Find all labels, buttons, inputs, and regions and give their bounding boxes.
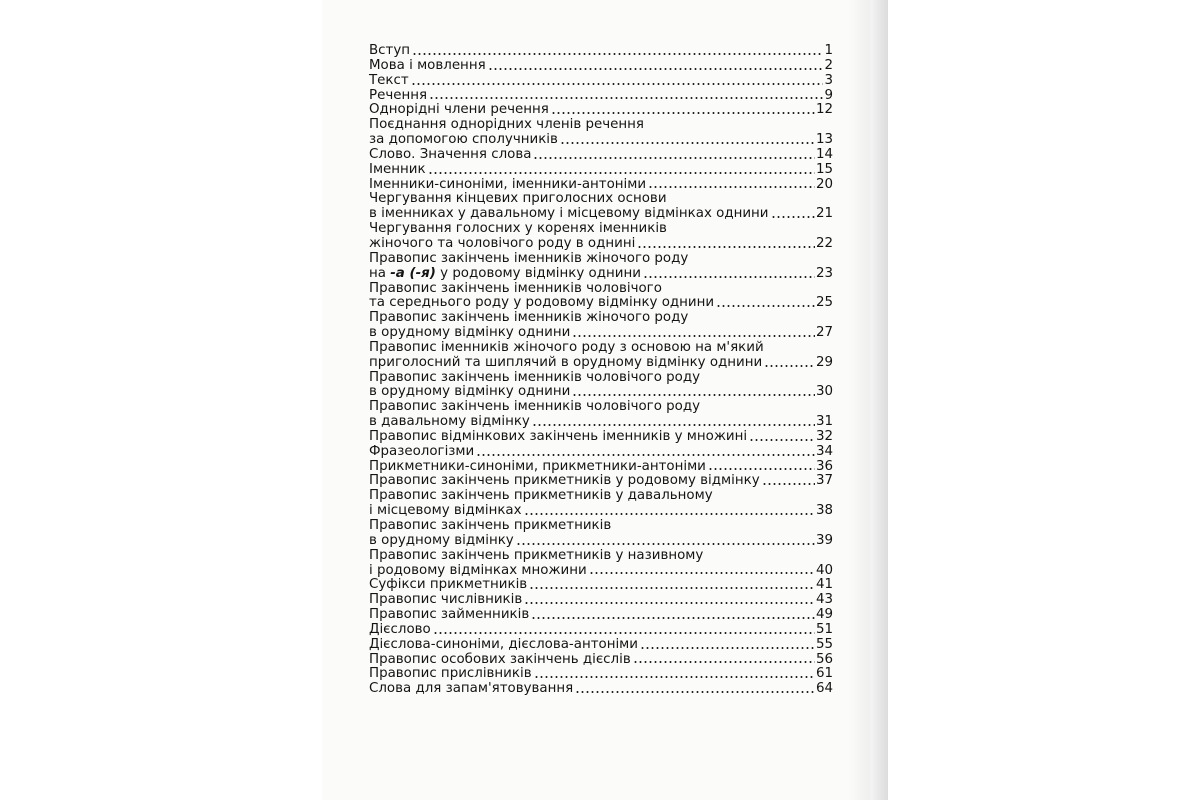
dot-leader [476,451,815,457]
toc-entry-title: Правопис іменників жіночого роду з основою на м'який [369,339,764,355]
toc-page-number: 27 [815,325,833,341]
toc-entry-title: в орудному відмінку [369,532,514,548]
toc-entry [369,341,833,371]
dot-leader [531,614,815,620]
toc-entry [369,118,833,148]
toc-entry-title: Правопис прислівників [369,666,532,682]
toc-page-number: 22 [815,235,833,251]
toc-entry-line [369,192,833,207]
toc-entry-title: Правопис закінчень іменників чоловічого роду [369,369,701,385]
toc-entry [369,103,833,118]
toc-page-number: 38 [815,503,833,519]
toc-entry [369,148,833,163]
toc-entry [369,311,833,341]
toc-page-number: 2 [824,57,833,73]
toc-entry [369,59,833,74]
toc-entry-line [369,519,833,534]
toc-entry-title: Правопис числівників [369,592,523,608]
toc-entry [369,638,833,653]
dot-leader [762,480,815,486]
dot-leader [529,584,815,590]
toc-page-number: 36 [815,458,833,474]
toc-entry-line [369,667,833,682]
toc-entry-line [369,489,833,504]
toc-entry [369,252,833,282]
toc-page-number: 32 [815,428,833,444]
toc-page-number: 40 [815,562,833,578]
dot-leader [411,80,824,86]
toc-entry-line [369,356,833,371]
toc-page-number: 25 [815,295,833,311]
toc-entry-title: Правопис закінчень іменників чоловічого роду [369,399,701,415]
toc-entry-line [369,638,833,653]
toc-entry-line [369,460,833,475]
toc-entry-line [369,267,833,282]
toc-page-number: 23 [815,265,833,281]
toc-entry-title: Правопис закінчень іменників жіночого роду [369,310,689,326]
dot-leader [716,302,815,308]
dot-leader [764,362,815,368]
toc-entry-line [369,252,833,267]
toc-entry-title: Правопис особових закінчень дієслів [369,651,631,667]
toc-entry [369,178,833,193]
toc-page-number: 64 [815,681,833,697]
dot-leader [524,510,815,516]
toc-entry-title: жіночого та чоловічого роду в однині [369,235,636,251]
toc-page-number: 29 [815,354,833,370]
toc-entry-line [369,222,833,237]
dot-leader [572,391,815,397]
toc-entry-line [369,133,833,148]
toc-entry [369,608,833,623]
toc-entry-title: Правопис займенників [369,607,530,623]
dot-leader [488,65,824,71]
toc-page-number: 61 [815,666,833,682]
dot-leader [516,540,815,546]
toc-entry-title: в іменниках у давальному і місцевому відмінках однини [369,206,769,222]
toc-entry-line [369,504,833,519]
toc-entry [369,549,833,579]
toc-entry-title: Суфікси прикметників [369,577,528,593]
toc-entry [369,400,833,430]
toc-page-number: 37 [815,473,833,489]
toc-entry-title: і родовому відмінках множини [369,562,587,578]
toc-entry-title: Фразеологізми [369,443,475,459]
toc-entry-title: Дієслово [369,621,431,637]
toc-entry-title: Правопис закінчень іменників чоловічого [369,280,662,296]
dot-leader [534,673,815,679]
toc-entry-line [369,564,833,579]
toc-entry-line [369,608,833,623]
dot-leader [560,139,815,145]
toc-entry [369,445,833,460]
toc-entry [369,163,833,178]
toc-page-number: 56 [815,651,833,667]
dot-leader [433,629,815,635]
dot-leader [648,183,815,189]
toc-entry-line [369,163,833,178]
toc-entry-title: і місцевому відмінках [369,503,522,519]
toc-entry-line [369,311,833,326]
toc-entry-line [369,44,833,59]
toc-page-number: 31 [815,414,833,430]
toc-entry-line [369,430,833,445]
toc-entry [369,519,833,549]
toc-entry [369,460,833,475]
toc-entry [369,74,833,89]
page-edge-shadow [848,0,888,800]
toc-entry [369,44,833,59]
toc-page-number: 55 [815,636,833,652]
toc-entry-line [369,474,833,489]
dot-leader [643,273,815,279]
toc-entry [369,222,833,252]
dot-leader [572,332,815,338]
toc-entry [369,430,833,445]
toc-entry-title: та середнього роду у родовому відмінку однини [369,295,715,311]
toc-entry [369,593,833,608]
toc-entry-line [369,682,833,697]
dot-leader [412,50,823,56]
dot-leader [533,154,815,160]
toc-entry-line [369,89,833,104]
toc-entry-line [369,385,833,400]
toc-page-number: 49 [815,607,833,623]
toc-entry [369,682,833,697]
toc-entry-title: в давальному відмінку [369,414,530,430]
dot-leader [575,688,815,694]
toc-entry [369,489,833,519]
toc-entry-line [369,549,833,564]
dot-leader [749,436,815,442]
toc-entry-title: Вступ [369,43,411,58]
toc-entry-title: Правопис закінчень прикметників у називному [369,547,704,563]
toc-entry-title: Правопис закінчень іменників жіночого роду [369,250,689,266]
toc-entry [369,192,833,222]
toc-entry [369,371,833,401]
toc-entry-title: на -а (-я) у родовому відмінку однини [369,265,641,281]
toc-entry-line [369,653,833,668]
toc-entry-title: Прикметники-синоніми, прикметники-антоніми [369,458,706,474]
toc-entry-line [369,445,833,460]
toc-page-number: 9 [824,87,833,103]
dot-leader [551,109,815,115]
toc-entry-title: Чергування голосних у коренях іменників [369,221,667,237]
toc-entry-title: в орудному відмінку однини [369,325,571,341]
table-of-contents [369,44,833,697]
toc-entry [369,623,833,638]
dot-leader [589,569,815,575]
emphasis: -а (-я) [390,265,436,281]
toc-entry-title: Правопис закінчень прикметників [369,518,612,533]
toc-entry [369,474,833,489]
toc-entry-line [369,593,833,608]
toc-entry-title: Поєднання однорідних членів речення [369,117,644,133]
toc-entry-line [369,623,833,638]
dot-leader [637,243,815,249]
toc-entry-title: Чергування кінцевих приголосних основи [369,191,667,207]
toc-entry [369,578,833,593]
toc-page-number: 13 [815,132,833,148]
toc-entry [369,282,833,312]
toc-entry-title: Правопис закінчень прикметників у родовому відмінку [369,473,760,489]
toc-entry-line [369,207,833,222]
toc-entry-line [369,237,833,252]
toc-entry-line [369,578,833,593]
toc-entry-line [369,534,833,549]
toc-entry-title: Іменник [369,161,426,177]
dot-leader [429,94,823,100]
dot-leader [428,169,815,175]
dot-leader [633,658,815,664]
toc-entry-line [369,296,833,311]
toc-entry-title: в орудному відмінку однини [369,384,571,400]
toc-entry [369,653,833,668]
toc-entry-line [369,371,833,386]
toc-entry-line [369,341,833,356]
toc-entry-line [369,148,833,163]
toc-entry-line [369,415,833,430]
toc-page-number: 15 [815,161,833,177]
toc-entry-line [369,400,833,415]
toc-entry-line [369,282,833,297]
toc-entry [369,667,833,682]
toc-entry-title: Текст [369,72,409,88]
toc-entry-line [369,118,833,133]
toc-entry-title: приголосний та шиплячий в орудному відмінку однини [369,354,763,370]
toc-entry-title: Слова для запам'ятовування [369,681,574,697]
toc-page-number: 51 [815,621,833,637]
dot-leader [708,465,815,471]
toc-entry-line [369,326,833,341]
toc-entry-title: Іменники-синоніми, іменники-антоніми [369,176,647,192]
toc-page-number: 20 [815,176,833,192]
toc-page-number: 1 [824,43,833,58]
dot-leader [524,599,815,605]
toc-page-number: 14 [815,146,833,162]
dot-leader [532,421,815,427]
toc-entry-title: Мова і мовлення [369,57,486,73]
toc-page-number: 34 [815,443,833,459]
toc-page-number: 21 [815,206,833,222]
toc-page-number: 43 [815,592,833,608]
toc-entry-line [369,74,833,89]
toc-page-number: 30 [815,384,833,400]
toc-entry-title: Слово. Значення слова [369,146,532,162]
toc-entry-title: Дієслова-синоніми, дієслова-антоніми [369,636,638,652]
toc-entry-title: Правопис закінчень прикметників у давальному [369,488,713,504]
toc-entry-line [369,178,833,193]
dot-leader [771,213,815,219]
toc-page-number: 3 [824,72,833,88]
toc-entry-title: за допомогою сполучників [369,132,558,148]
toc-entry-title: Однорідні члени речення [369,102,549,118]
toc-page-number: 39 [815,532,833,548]
toc-entry-title: Правопис відмінкових закінчень іменників у множині [369,428,748,444]
toc-page-number: 41 [815,577,833,593]
toc-entry-title: Речення [369,87,428,103]
toc-entry-line [369,59,833,74]
toc-entry [369,89,833,104]
toc-page-number: 12 [815,102,833,118]
toc-entry-line [369,103,833,118]
dot-leader [640,644,815,650]
